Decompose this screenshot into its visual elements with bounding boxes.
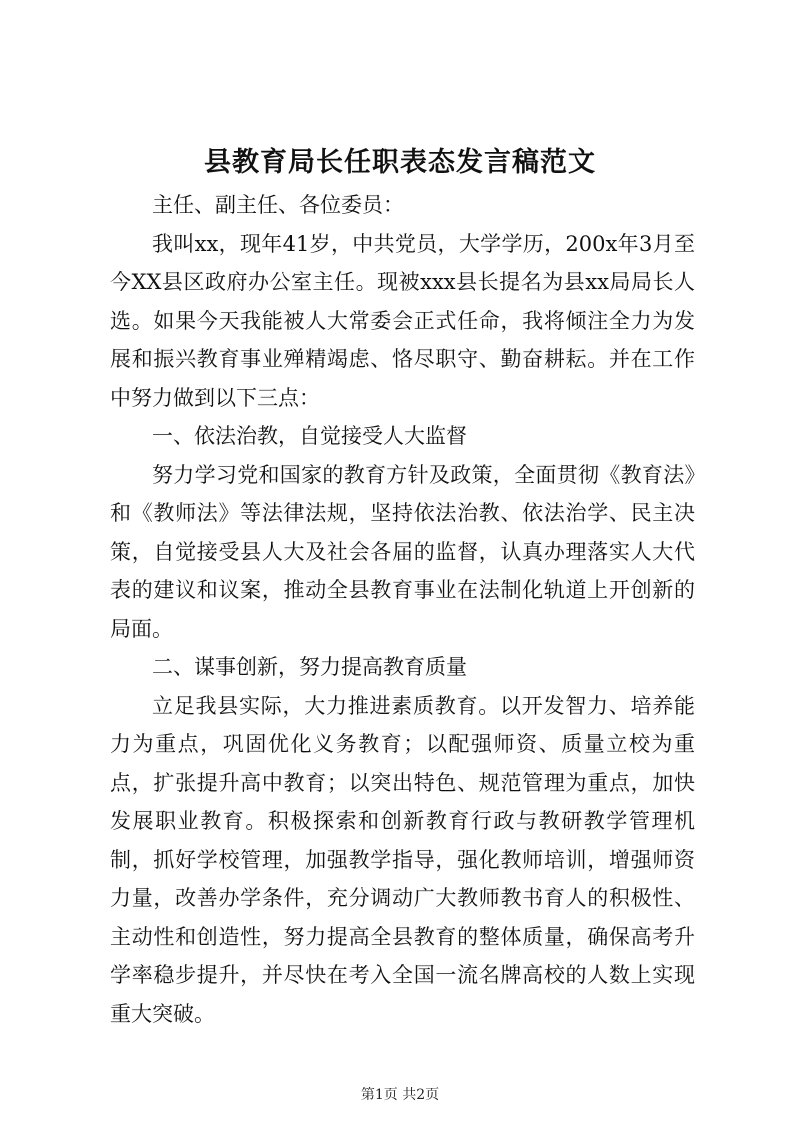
salutation: 主任、副主任、各位委员：	[152, 193, 404, 217]
page-number-footer: 第1页 共2页	[360, 1087, 440, 1103]
section-body-2: 立足我县实际，大力推进素质教育。以开发智力、培养能力为重点，巩固优化义务教育；以配强师资、质量立校为重点，扩张提升高中教育；以突出特色、规范管理为重点，加快发展职业教育。积极探索和创新教育行政与教研教学管理机制，抓好学校管理，加强教学指导，强化教师培训，增强师资力量，改善办学条件，充分调动广大教师教书育人的积极性、主动性和创造性，努力提高全县教育的整体质量，确保高考升学率稳步提升，并尽快在考入全国一流名牌高校的人数上实现重大突破。	[110, 693, 695, 1026]
page-title: 县教育局长任职表态发言稿范文	[204, 147, 596, 178]
intro-paragraph: 我叫xx，现年41岁，中共党员，大学学历，200x年3月至今XX县区政府办公室主任。现被xxx县长提名为县xx局局长人选。如果今天我能被人大常委会正式任命，我将倾注全力为发展和振兴教育事业殚精竭虑、恪尽职守、勤奋耕耘。并在工作中努力做到以下三点：	[110, 231, 695, 410]
section-body-1: 努力学习党和国家的教育方针及政策，全面贯彻《教育法》和《教师法》等法律法规，坚持依法治教、依法治学、民主决策，自觉接受县人大及社会各届的监督，认真办理落实人大代表的建议和议案，推动全县教育事业在法制化轨道上开创新的局面。	[110, 462, 695, 641]
section-heading-1: 一、依法治教，自觉接受人大监督	[152, 424, 467, 448]
document-body	[110, 186, 695, 1033]
section-heading-2: 二、谋事创新，努力提高教育质量	[152, 655, 467, 679]
